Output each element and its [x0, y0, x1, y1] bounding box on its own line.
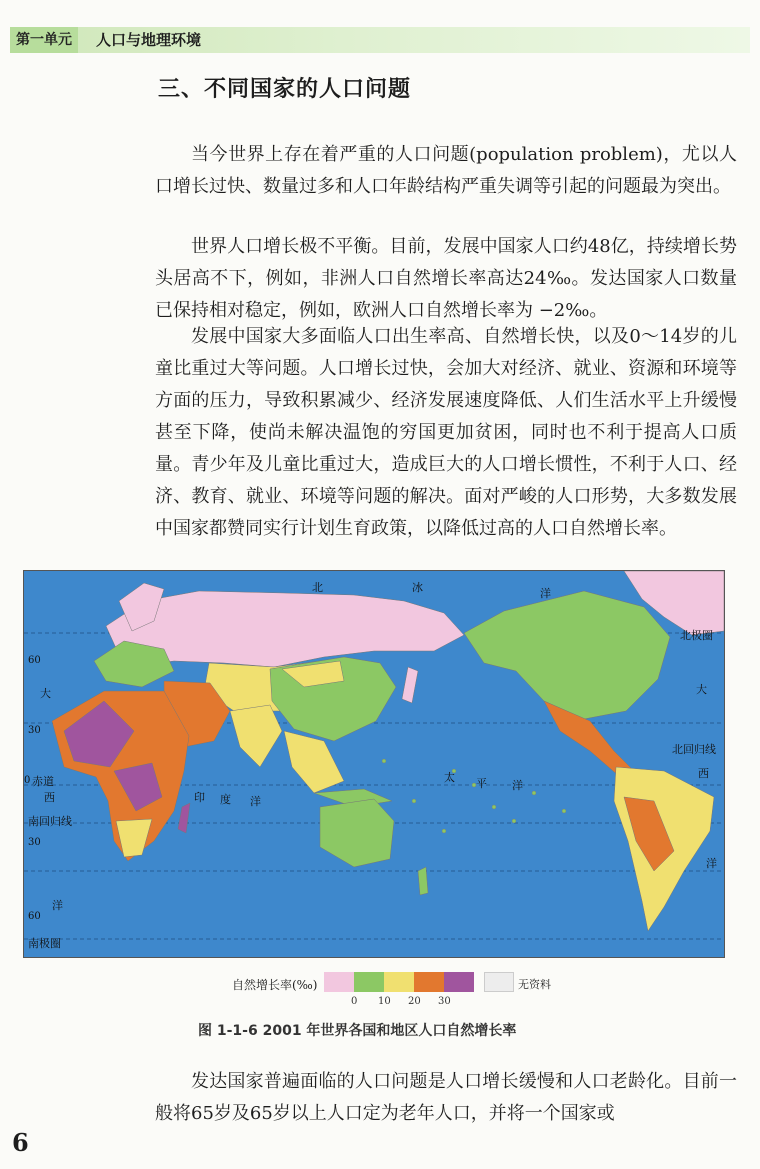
map-label-atlantic-west-3: 洋: [52, 899, 63, 912]
map-label-arctic-2: 冰: [412, 581, 423, 594]
paragraph-4: 发达国家普遍面临的人口问题是人口增长缓慢和人口老龄化。目前一般将65岁及65岁以上人口定为老年人口，并将一个国家或: [155, 1071, 737, 1124]
legend-nodata-swatch: [484, 972, 514, 992]
map-label-pacific-2: 平: [476, 777, 487, 790]
equator-label: 赤道: [32, 775, 54, 788]
legend-swatch-5: [444, 972, 474, 992]
legend-tick-30: 30: [438, 996, 451, 1007]
map-label-pacific-1: 太: [444, 771, 455, 784]
map-legend: [232, 972, 572, 1012]
paragraph-1: 当今世界上存在着严重的人口问题(population problem)，尤以人口增长过快、数量过多和人口年龄结构严重失调等引起的问题最为突出。: [155, 144, 737, 197]
paragraph-2: 世界人口增长极不平衡。目前，发展中国家人口约48亿，持续增长势头居高不下，例如，非洲人口自然增长率高达24‰。发达国家人口数量已保持相对稳定，例如，欧洲人口自然增长率为 −2‰。: [155, 236, 737, 321]
tropic-cancer-label: 北回归线: [672, 743, 716, 756]
map-label-atlantic-east-3: 洋: [706, 857, 717, 870]
map-label-indian-3: 洋: [250, 795, 261, 808]
legend-nodata-label: 无资料: [518, 978, 551, 991]
map-label-pacific-3: 洋: [512, 779, 523, 792]
tropic-capricorn-label: 南回归线: [28, 815, 72, 828]
legend-tick-0: 0: [351, 996, 358, 1007]
map-label-indian-2: 度: [220, 793, 231, 806]
page-number: 6: [12, 1128, 29, 1157]
legend-swatch-4: [414, 972, 444, 992]
map-label-atlantic-east-1: 大: [696, 683, 707, 696]
lat-tick-30n: 30: [28, 725, 41, 736]
world-map: [23, 570, 725, 958]
world-map-graphic: [24, 571, 724, 957]
lat-tick-0: 0: [24, 775, 31, 786]
section-title: 三、不同国家的人口问题: [158, 77, 412, 102]
map-label-atlantic-east-2: 西: [698, 767, 709, 780]
lat-tick-60s: 60: [28, 911, 41, 922]
legend-swatch-3: [384, 972, 414, 992]
map-label-arctic-3: 洋: [540, 587, 551, 600]
lat-tick-30s: 30: [28, 837, 41, 848]
figure-caption: 图 1-1-6 2001 年世界各国和地区人口自然增长率: [198, 1023, 517, 1039]
map-label-arctic-1: 北: [312, 581, 323, 594]
legend-tick-10: 10: [378, 996, 391, 1007]
legend-tick-20: 20: [408, 996, 421, 1007]
legend-title: 自然增长率(‰): [232, 978, 318, 992]
map-label-atlantic-west-2: 西: [44, 791, 55, 804]
legend-swatch-1: [324, 972, 354, 992]
unit-title: 人口与地理环境: [96, 31, 202, 49]
arctic-circle-label: 北极圈: [680, 629, 713, 642]
paragraph-3: 发展中国家大多面临人口出生率高、自然增长快，以及0～14岁的儿童比重过大等问题。人口增长过快，会加大对经济、就业、资源和环境等方面的压力，导致积累减少、经济发展速度降低、人们生活水平上升缓慢甚至下降，使尚未解决温饱的穷国更加贫困，同时也不利于提高人口质量。青少年及儿童比重过大，造成巨大的人口增长惯性，不利于人口、经济、教育、就业、环境等问题的解决。面对严峻的人口形势，大多数发展中国家都赞同实行计划生育政策，以降低过高的人口自然增长率。: [155, 326, 737, 539]
antarctic-circle-label: 南极圈: [28, 937, 61, 950]
map-label-atlantic-west-1: 大: [40, 687, 51, 700]
map-label-indian-1: 印: [194, 791, 205, 804]
legend-swatch-2: [354, 972, 384, 992]
unit-tag: 第一单元: [10, 27, 78, 53]
lat-tick-60n: 60: [28, 655, 41, 666]
